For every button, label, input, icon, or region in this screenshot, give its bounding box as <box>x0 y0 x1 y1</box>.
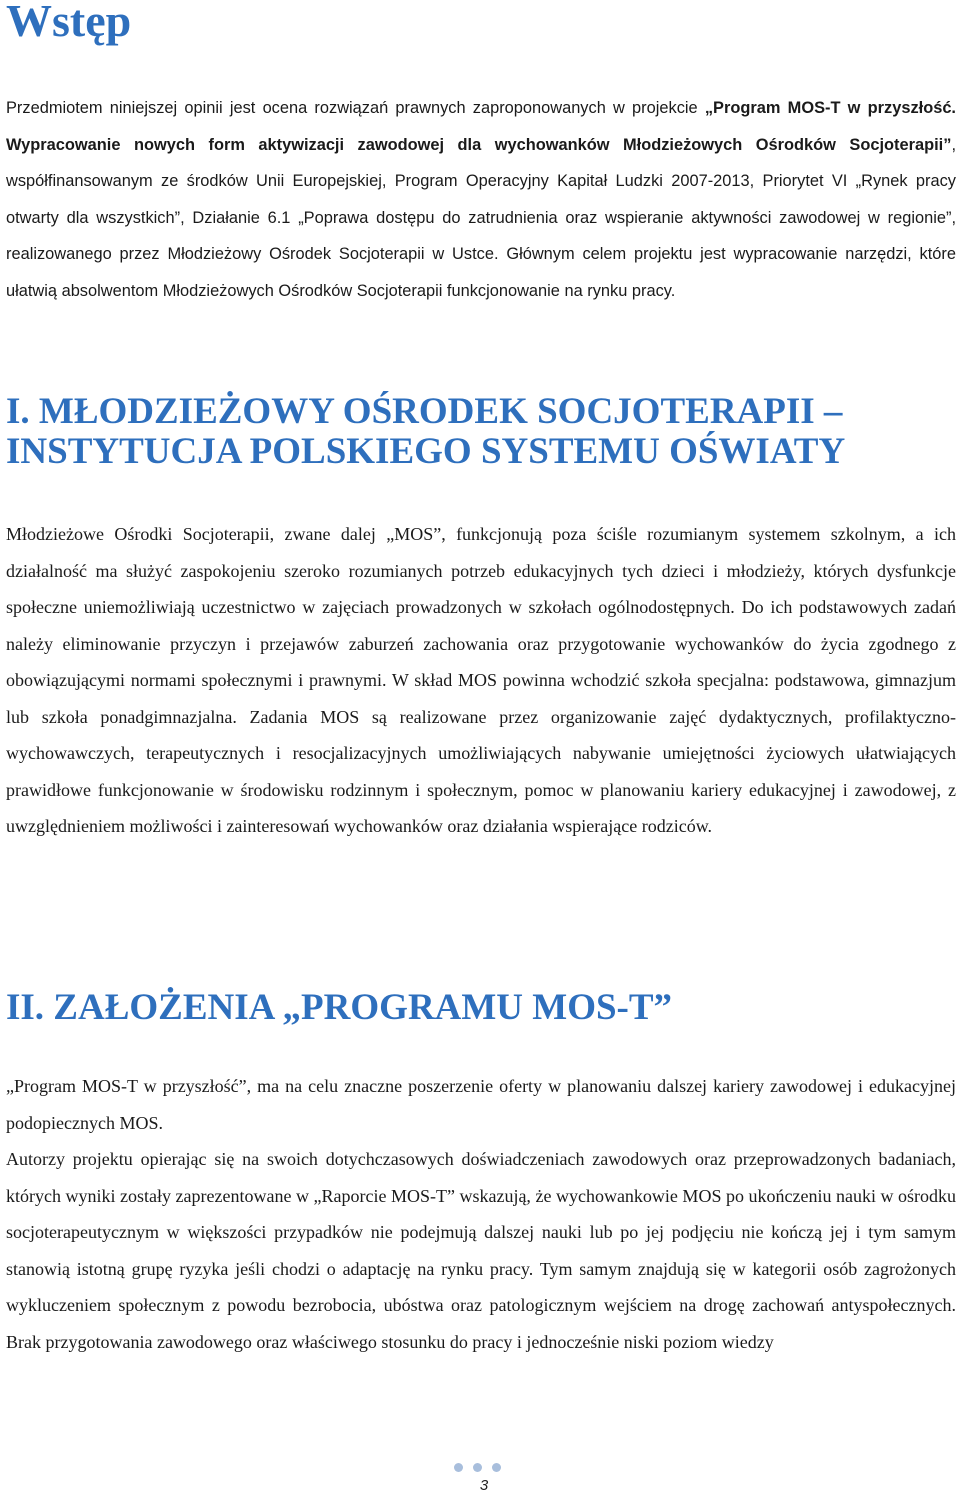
page-number: 3 <box>479 1477 489 1494</box>
footer-dot <box>492 1463 501 1472</box>
page-title: Wstęp <box>6 0 132 46</box>
footer-dot <box>473 1463 482 1472</box>
section-1-heading: I. MŁODZIEŻOWY OŚRODEK SOCJOTERAPII – INSTYTUCJA POLSKIEGO SYSTEMU OŚWIATY <box>6 391 846 472</box>
intro-paragraph <box>6 90 956 309</box>
section-2-heading: II. ZAŁOŻENIA „PROGRAMU MOS-T” <box>6 987 673 1028</box>
footer-dot <box>454 1463 463 1472</box>
section-2-paragraph-2: Autorzy projektu opierając się na swoich dotychczasowych doświadczeniach zawodowych oraz przeprowadzonych badaniach, których wyniki zostały zaprezentowane w „Raporcie MOS-T” wskazują, że wychowankowie MOS po ukończeniu nauki w ośrodku socjoterapeutycznym w większości przypadków nie podejmują dalszej nauki lub po jej podjęciu nie kończą jej i tym samym stanowią istotną grupę ryzyka jeśli chodzi o adaptację na rynku pracy. Tym samym znajdują się w kategorii osób zagrożonych wykluczeniem społecznym z powodu bezrobocia, ubóstwa oraz patologicznym wejściem na drogę zachowań antyspołecznych. Brak przygotowania zawodowego oraz właściwego stosunku do pracy i jednocześnie niski poziom wiedzy <box>6 1149 956 1352</box>
section-1-paragraph: Młodzieżowe Ośrodki Socjoterapii, zwane dalej „MOS”, funkcjonują poza ściśle rozumianym systemem szkolnym, a ich działalność ma służyć zaspokojeniu szeroko rozumianych potrzeb edukacyjnych tych dzieci i młodzieży, których dysfunkcje społeczne uniemożliwiają uczestnictwo w zajęciach prowadzonych w szkołach ogólnodostępnych. Do ich podstawowych zadań należy eliminowanie przyczyn i przejawów zaburzeń zachowania oraz przygotowanie wychowanków do życia zgodnego z obowiązującymi normami społecznymi i prawnymi. W skład MOS powinna wchodzić szkoła specjalna: podstawowa, gimnazjum lub szkoła ponadgimnazjalna. Zadania MOS są realizowane przez organizowanie zajęć dydaktycznych, profilaktyczno-wychowawczych, terapeutycznych i resocjalizacyjnych umożliwiających nabywanie umiejętności życiowych ułatwiających prawidłowe funkcjonowanie w środowisku rodzinnym i społecznym, pomoc w planowaniu kariery edukacyjnej i zawodowej, z uwzględnieniem możliwości i zainteresowań wychowanków oraz działania wspierające rodziców. <box>6 524 956 836</box>
intro-text-start: Przedmiotem niniejszej opinii jest ocena rozwiązań prawnych zaproponowanych w projekcie <box>6 99 705 117</box>
intro-project-name: „Program MOS-T w przyszłość. Wypracowanie nowych form aktywizacji zawodowej dla wychowanków Młodzieżowych Ośrodków Socjoterapii” <box>6 99 956 154</box>
intro-text-rest: , współfinansowanym ze środków Unii Europejskiej, Program Operacyjny Kapitał Ludzki 2007-2013, Priorytet VI „Rynek pracy otwarty dla wszystkich”, Działanie 6.1 „Poprawa dostępu do zatrudnienia oraz wspieranie aktywności zawodowej w regionie”, realizowanego przez Młodzieżowy Ośrodek Socjoterapii w Ustce. Głównym celem projektu jest wypracowanie narzędzi, które ułatwią absolwentom Młodzieżowych Ośrodków Socjoterapii funkcjonowanie na rynku pracy. <box>6 135 956 300</box>
footer-dots-decoration <box>454 1463 514 1475</box>
section-2-paragraph-1: „Program MOS-T w przyszłość”, ma na celu znaczne poszerzenie oferty w planowaniu dalszej kariery zawodowej i edukacyjnej podopiecznych MOS. <box>6 1076 956 1133</box>
